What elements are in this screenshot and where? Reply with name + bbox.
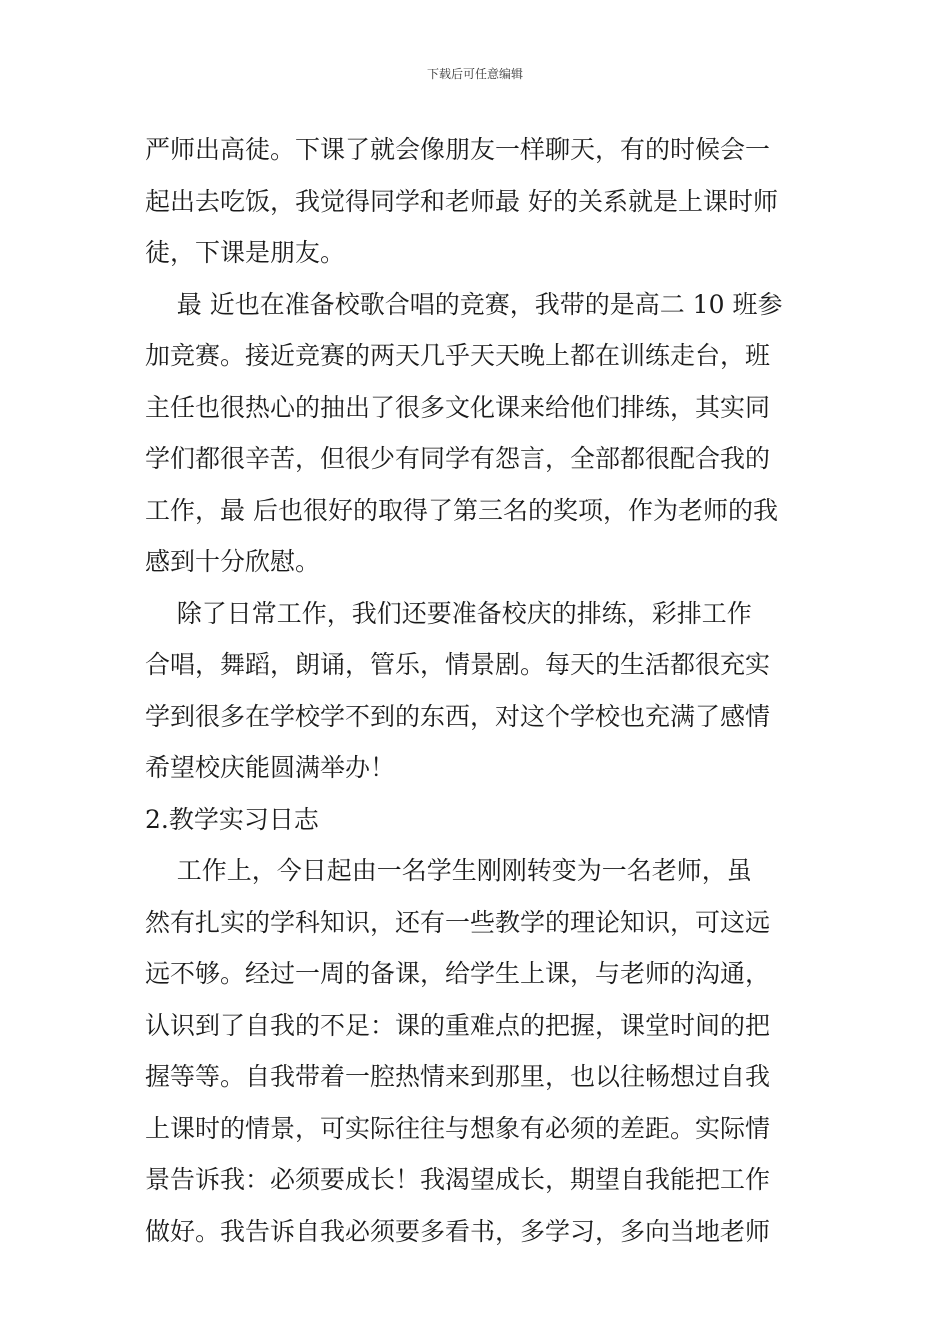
text-line: 景告诉我：必须要成长！我渴望成长，期望自我能把工作 bbox=[145, 1165, 771, 1194]
text-line: 徒，下课是朋友。 bbox=[145, 238, 346, 267]
text-line: 最 近也在准备校歌合唱的竞赛，我带的是高二 10 班参 bbox=[145, 289, 783, 319]
text-line: 合唱，舞蹈，朗诵，管乐，情景剧。每天的生活都很充实 bbox=[145, 650, 771, 679]
document-body bbox=[145, 124, 810, 1257]
text-line: 认识到了自我的不足：课的重难点的把握，课堂时间的把 bbox=[145, 1010, 771, 1040]
text-line: 握等等。自我带着一腔热情来到那里，也以往畅想过自我 bbox=[145, 1062, 771, 1091]
text-line: 起出去吃饭，我觉得同学和老师最 好的关系就是上课时师 bbox=[145, 186, 778, 216]
text-line: 学们都很辛苦，但很少有同学有怨言，全部都很配合我的 bbox=[145, 444, 771, 473]
page-header-note: 下载后可任意编辑 bbox=[426, 67, 523, 81]
text-line: 希望校庆能圆满举办！ bbox=[145, 753, 396, 782]
text-line: 学到很多在学校学不到的东西，对这个学校也充满了感情 bbox=[145, 701, 771, 731]
text-line: 做好。我告诉自我必须要多看书，多学习，多向当地老师 bbox=[145, 1216, 771, 1246]
text-line: 工作，最 后也很好的取得了第三名的奖项，作为老师的我 bbox=[145, 495, 778, 525]
text-line: 感到十分欣慰。 bbox=[145, 547, 321, 576]
text-line: 上课时的情景，可实际往往与想象有必须的差距。实际情 bbox=[145, 1113, 771, 1143]
text-line: 工作上，今日起由一名学生刚刚转变为一名老师，虽 bbox=[145, 856, 752, 885]
text-line: 主任也很热心的抽出了很多文化课来给他们排练，其实同 bbox=[145, 392, 771, 422]
text-line: 然有扎实的学科知识，还有一些教学的理论知识，可这远 bbox=[145, 907, 771, 937]
text-line: 严师出高徒。下课了就会像朋友一样聊天，有的时候会一 bbox=[145, 135, 771, 164]
text-line: 除了日常工作，我们还要准备校庆的排练，彩排工作 bbox=[145, 598, 752, 628]
section-heading: 2.教学实习日志 bbox=[145, 804, 319, 834]
text-line: 远不够。经过一周的备课，给学生上课，与老师的沟通， bbox=[145, 959, 771, 988]
text-line: 加竞赛。接近竞赛的两天几乎天天晚上都在训练走台，班 bbox=[145, 341, 771, 370]
